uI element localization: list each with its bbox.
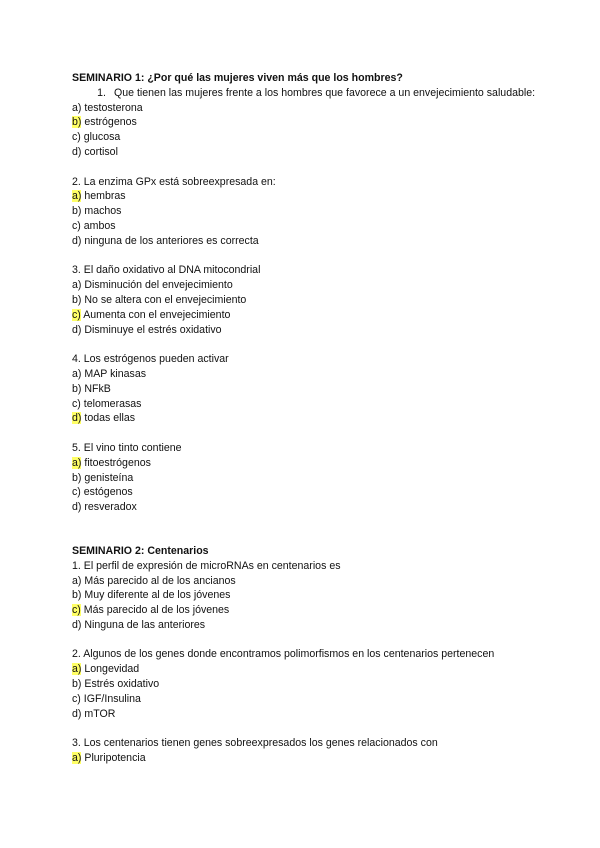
seminar-1-question-3 (72, 263, 542, 337)
option-d (72, 323, 542, 338)
question-stem: 5. El vino tinto contiene (72, 441, 182, 454)
option-text: hembras (84, 190, 126, 203)
option-text: Disminuye el estrés oxidativo (84, 323, 222, 336)
question-text (72, 86, 542, 101)
option-letter: a) (72, 279, 82, 292)
seminar-2-question-2 (72, 647, 542, 721)
option-c (72, 130, 542, 145)
seminar-1-question-5 (72, 441, 542, 515)
correct-answer-highlight: c) (72, 308, 81, 321)
option-text: machos (84, 205, 122, 218)
option-letter: a) (72, 367, 82, 380)
option-a (72, 574, 542, 589)
option-text: estrógenos (84, 116, 137, 129)
option-letter: c) (72, 397, 81, 410)
option-letter: b) (72, 382, 82, 395)
option-b (72, 677, 542, 692)
correct-answer-highlight: d) (72, 412, 82, 425)
option-text: ninguna de los anteriores es correcta (84, 234, 259, 247)
option-letter: c) (72, 131, 81, 144)
option-d (72, 500, 542, 515)
seminar-1-title: SEMINARIO 1: ¿Por qué las mujeres viven más que los hombres? (72, 72, 403, 84)
option-text: NFkB (84, 382, 111, 395)
option-d (72, 145, 542, 160)
option-c (72, 219, 542, 234)
option-a-correct (72, 189, 542, 204)
option-letter: c) (72, 219, 81, 232)
option-text: Muy diferente al de los jóvenes (84, 589, 231, 602)
option-letter: d) (72, 323, 82, 336)
option-letter: d) (72, 145, 82, 158)
correct-answer-highlight: a) (72, 663, 82, 676)
option-text: ambos (83, 219, 116, 232)
question-stem: 2. La enzima GPx está sobreexpresada en: (72, 175, 276, 188)
correct-answer-highlight: a) (72, 190, 82, 203)
option-text: Estrés oxidativo (84, 678, 160, 691)
question-number: 1. (97, 86, 106, 99)
option-b (72, 588, 542, 603)
seminar-1-section (72, 71, 542, 515)
option-text: Aumenta con el envejecimiento (83, 308, 231, 321)
option-text: genisteína (84, 471, 134, 484)
option-text: Más parecido al de los jóvenes (83, 604, 230, 617)
seminar-2-title: SEMINARIO 2: Centenarios (72, 544, 209, 557)
option-a-correct (72, 751, 542, 766)
seminar-1-question-2 (72, 175, 542, 249)
option-b (72, 382, 542, 397)
option-letter: c) (72, 692, 81, 705)
option-c-correct (72, 603, 542, 618)
option-b (72, 471, 542, 486)
option-text: Ninguna de las anteriores (84, 618, 206, 631)
option-text: Disminución del envejecimiento (84, 279, 233, 292)
option-text: testosterona (84, 101, 143, 114)
option-a (72, 278, 542, 293)
option-a (72, 101, 542, 116)
option-c (72, 692, 542, 707)
seminar-1-question-1 (72, 86, 542, 160)
question-stem: 3. Los centenarios tienen genes sobreexpresados los genes relacionados con (72, 737, 438, 750)
option-letter: b) (72, 471, 82, 484)
option-a (72, 367, 542, 382)
correct-answer-highlight: b) (72, 116, 82, 129)
option-text: MAP kinasas (84, 367, 147, 380)
option-text: mTOR (84, 707, 116, 720)
option-text: resveradox (84, 501, 137, 514)
seminar-2-section (72, 544, 542, 766)
option-b (72, 204, 542, 219)
option-c (72, 397, 542, 412)
option-c (72, 485, 542, 500)
option-letter: b) (72, 678, 82, 691)
option-text: glucosa (83, 131, 121, 144)
option-c-correct (72, 308, 542, 323)
option-text: IGF/Insulina (83, 692, 141, 705)
option-a-correct (72, 456, 542, 471)
correct-answer-highlight: a) (72, 456, 82, 469)
option-letter: b) (72, 589, 82, 602)
option-letter: a) (72, 101, 82, 114)
option-letter: c) (72, 486, 81, 499)
option-text: Longevidad (84, 663, 140, 676)
option-d-correct (72, 411, 542, 426)
question-stem: 1. El perfil de expresión de microRNAs en centenarios es (72, 559, 341, 572)
question-stem: 2. Algunos de los genes donde encontramos polimorfismos en los centenarios pertenecen (72, 648, 495, 661)
option-b (72, 293, 542, 308)
option-text: cortisol (84, 145, 118, 158)
option-letter: d) (72, 501, 82, 514)
option-text: estógenos (83, 486, 133, 499)
option-letter: b) (72, 205, 82, 218)
question-stem: Que tienen las mujeres frente a los hombres que favorece a un envejecimiento saludable: (114, 86, 536, 99)
option-letter: a) (72, 574, 82, 587)
seminar-2-question-1 (72, 559, 542, 633)
option-letter: d) (72, 234, 82, 247)
option-d (72, 618, 542, 633)
option-text: Más parecido al de los ancianos (84, 574, 236, 587)
option-b-correct (72, 115, 542, 130)
question-stem: 3. El daño oxidativo al DNA mitocondrial (72, 264, 261, 277)
option-text: todas ellas (84, 412, 136, 425)
option-text: telomerasas (83, 397, 142, 410)
option-text: No se altera con el envejecimiento (84, 293, 247, 306)
correct-answer-highlight: a) (72, 752, 82, 765)
option-text: fitoestrógenos (84, 456, 151, 469)
option-letter: b) (72, 293, 82, 306)
question-stem: 4. Los estrógenos pueden activar (72, 353, 229, 366)
option-text: Pluripotencia (84, 752, 146, 765)
option-letter: d) (72, 707, 82, 720)
option-a-correct (72, 662, 542, 677)
option-letter: d) (72, 618, 82, 631)
seminar-2-question-3 (72, 736, 542, 766)
document-content (72, 71, 542, 766)
seminar-1-question-4 (72, 352, 542, 426)
correct-answer-highlight: c) (72, 604, 81, 617)
option-d (72, 234, 542, 249)
option-d (72, 707, 542, 722)
